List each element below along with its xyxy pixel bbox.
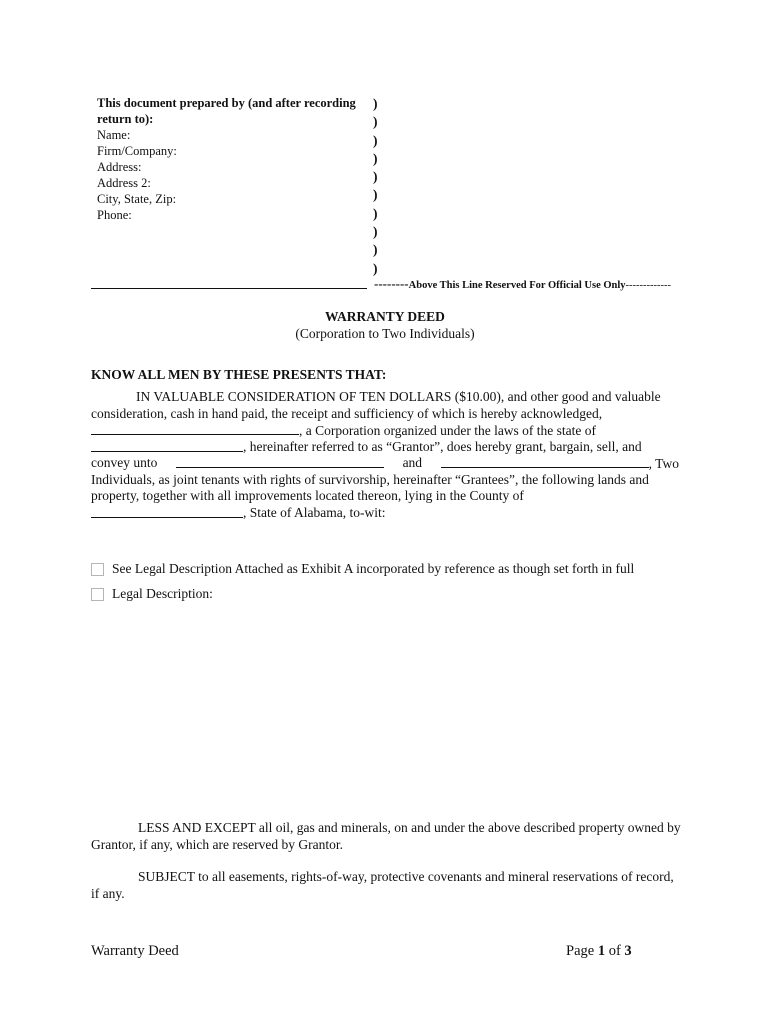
- official-use-line: [374, 276, 671, 292]
- paren: ): [373, 224, 378, 240]
- paren: ): [373, 96, 378, 111]
- state-blank[interactable]: [91, 439, 243, 452]
- address-label: Address:: [97, 160, 142, 174]
- prepared-by-title-line2: return to):: [97, 112, 154, 126]
- paragraph-line: [91, 422, 679, 439]
- line-text: Individuals, as joint tenants with rights of survivorship, hereinafter “Grantees”, the following lands and: [91, 471, 649, 487]
- county-blank[interactable]: [91, 505, 243, 518]
- paren: ): [373, 260, 378, 276]
- reserved-text: Above This Line Reserved For Official Use Only: [408, 280, 626, 291]
- paragraph-line: [91, 455, 679, 472]
- paren: ): [373, 187, 378, 203]
- separator-line: [91, 288, 367, 289]
- legal-description-checkbox[interactable]: [91, 588, 104, 601]
- paren: ): [373, 114, 378, 130]
- line-text: , Two: [648, 456, 679, 471]
- exhibit-option: [91, 561, 634, 577]
- line-text: , a Corporation organized under the laws of the state of: [299, 423, 597, 438]
- reserved-dashes: --------: [374, 276, 409, 291]
- deed-title: WARRANTY DEED: [325, 309, 445, 324]
- paragraph-line: [91, 406, 679, 423]
- prepared-by-title-line1: This document prepared by (and after recording: [97, 96, 356, 110]
- page-total: 3: [624, 943, 632, 959]
- firm-company-label: Firm/Company:: [97, 144, 177, 158]
- paren: ): [373, 205, 378, 221]
- less-and-except-paragraph: LESS AND EXCEPT all oil, gas and minerals, on and under the above described property owned by Grantor, if any, which are reserved by Grantor.: [91, 820, 681, 852]
- paren: ): [373, 242, 378, 258]
- paren: ): [373, 169, 378, 185]
- paragraph-line: [91, 472, 679, 489]
- reserved-tail: -------------: [625, 280, 672, 291]
- name-label: Name:: [97, 128, 131, 142]
- line-text: , hereinafter referred to as “Grantor”, does hereby grant, bargain, sell, and: [243, 438, 642, 454]
- paren: ): [373, 132, 378, 148]
- line-text: , State of Alabama, to-wit:: [243, 504, 386, 520]
- legal-description-label: Legal Description:: [112, 586, 213, 601]
- footer-doc-name: Warranty Deed: [91, 943, 179, 959]
- paragraph-line: [91, 505, 679, 522]
- line-text: and: [402, 455, 423, 470]
- grantee2-blank[interactable]: [441, 455, 649, 468]
- city-state-zip-label: City, State, Zip:: [97, 192, 177, 206]
- paragraph-line: [91, 488, 679, 505]
- paren-column: [373, 95, 385, 278]
- grantee1-blank[interactable]: [176, 455, 384, 468]
- deed-subtitle: (Corporation to Two Individuals): [295, 326, 475, 341]
- page-label: Page: [566, 943, 595, 959]
- phone-label: Phone:: [97, 208, 132, 222]
- know-all-heading: KNOW ALL MEN BY THESE PRESENTS THAT:: [91, 367, 387, 382]
- page-current: 1: [597, 943, 606, 959]
- line-text: property, together with all improvements located thereon, lying in the County of: [91, 488, 524, 503]
- paragraph-line: [91, 439, 679, 456]
- line-text: convey unto: [91, 455, 158, 470]
- subject-to-paragraph: SUBJECT to all easements, rights-of-way, protective covenants and mineral reservations of record, if any.: [91, 869, 674, 901]
- exhibit-option-label: See Legal Description Attached as Exhibit A incorporated by reference as though set forth in full: [112, 561, 635, 576]
- prepared-by-block: [97, 95, 367, 223]
- legal-description-option: [91, 586, 213, 602]
- address2-label: Address 2:: [97, 176, 151, 190]
- exhibit-checkbox[interactable]: [91, 563, 104, 576]
- line-text: consideration, cash in hand paid, the receipt and sufficiency of which is hereby acknowledged,: [91, 405, 603, 421]
- paren: ): [373, 150, 378, 166]
- grantor-name-blank[interactable]: [91, 422, 299, 435]
- line-text: IN VALUABLE CONSIDERATION OF TEN DOLLARS ($10.00), and other good and valuable: [136, 389, 661, 404]
- consideration-paragraph: [91, 389, 679, 521]
- footer-page-number: [566, 943, 632, 960]
- paragraph-line: [91, 389, 679, 406]
- of-label: of: [608, 943, 621, 959]
